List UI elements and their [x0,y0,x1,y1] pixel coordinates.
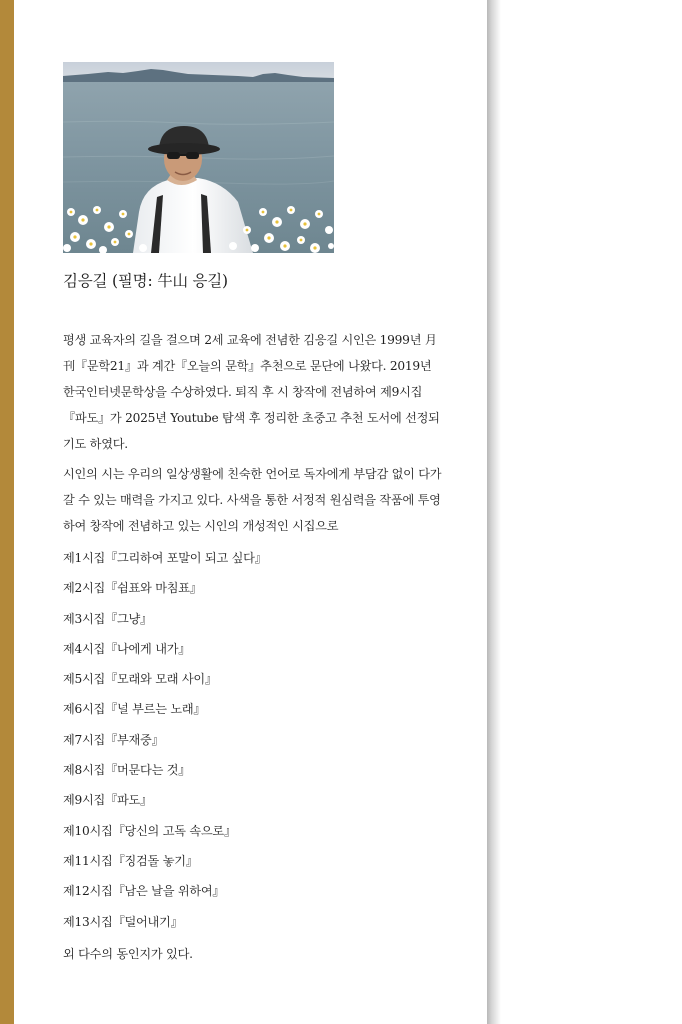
author-name: 김응길 (필명: 牛山 응길) [63,272,228,290]
work-item-8: 제8시집『머문다는 것』 [63,763,191,778]
work-item-9: 제9시집『파도』 [63,793,152,808]
work-item-13: 제13시집『덜어내기』 [63,914,183,929]
work-item-6: 제6시집『널 부르는 노래』 [63,702,206,717]
book-page [14,0,487,1024]
works-list [63,543,463,937]
bio-paragraph-poetry: 시인의 시는 우리의 일상생활에 친숙한 언어로 독자에게 부담감 없이 다가갈 수 있는 매력을 가지고 있다. 사색을 통한 서정적 원심력을 작품에 투영하여 창작에 전념하고 있는 시인의 개성적인 시집으로 [63,467,442,533]
bio-paragraph-career: 평생 교육자의 길을 걸으며 2세 교육에 전념한 김응길 시인은 1999년 月刊『문학21』과 계간『오늘의 문학』추천으로 문단에 나왔다. 2019년 한국인터넷문학상을 수상하였다. 퇴직 후 시 창작에 전념하여 제9시집『파도』가 2025년 Youtube 탐색 후 정리한 초중고 추천 도서에 선정되기도 하였다. [63,333,440,451]
work-item-1: 제1시집『그리하여 포말이 되고 싶다』 [63,551,267,565]
work-item-10: 제10시집『당신의 고독 속으로』 [63,823,236,838]
work-item-7: 제7시집『부재중』 [63,732,164,747]
work-item-2: 제2시집『쉼표와 마침표』 [63,581,202,596]
work-item-5: 제5시집『모래와 모래 사이』 [63,672,217,687]
page-edge-shadow [487,0,501,1024]
work-item-3: 제3시집『그냥』 [63,611,152,626]
book-spine [0,0,14,1024]
author-photo [63,62,334,253]
work-item-12: 제12시집『남은 날을 위하여』 [63,884,225,899]
work-item-11: 제11시집『징검돌 놓기』 [63,853,198,868]
author-biography [63,327,443,539]
closing-note: 외 다수의 동인지가 있다. [63,947,193,961]
work-item-4: 제4시집『나에게 내가』 [63,641,191,656]
